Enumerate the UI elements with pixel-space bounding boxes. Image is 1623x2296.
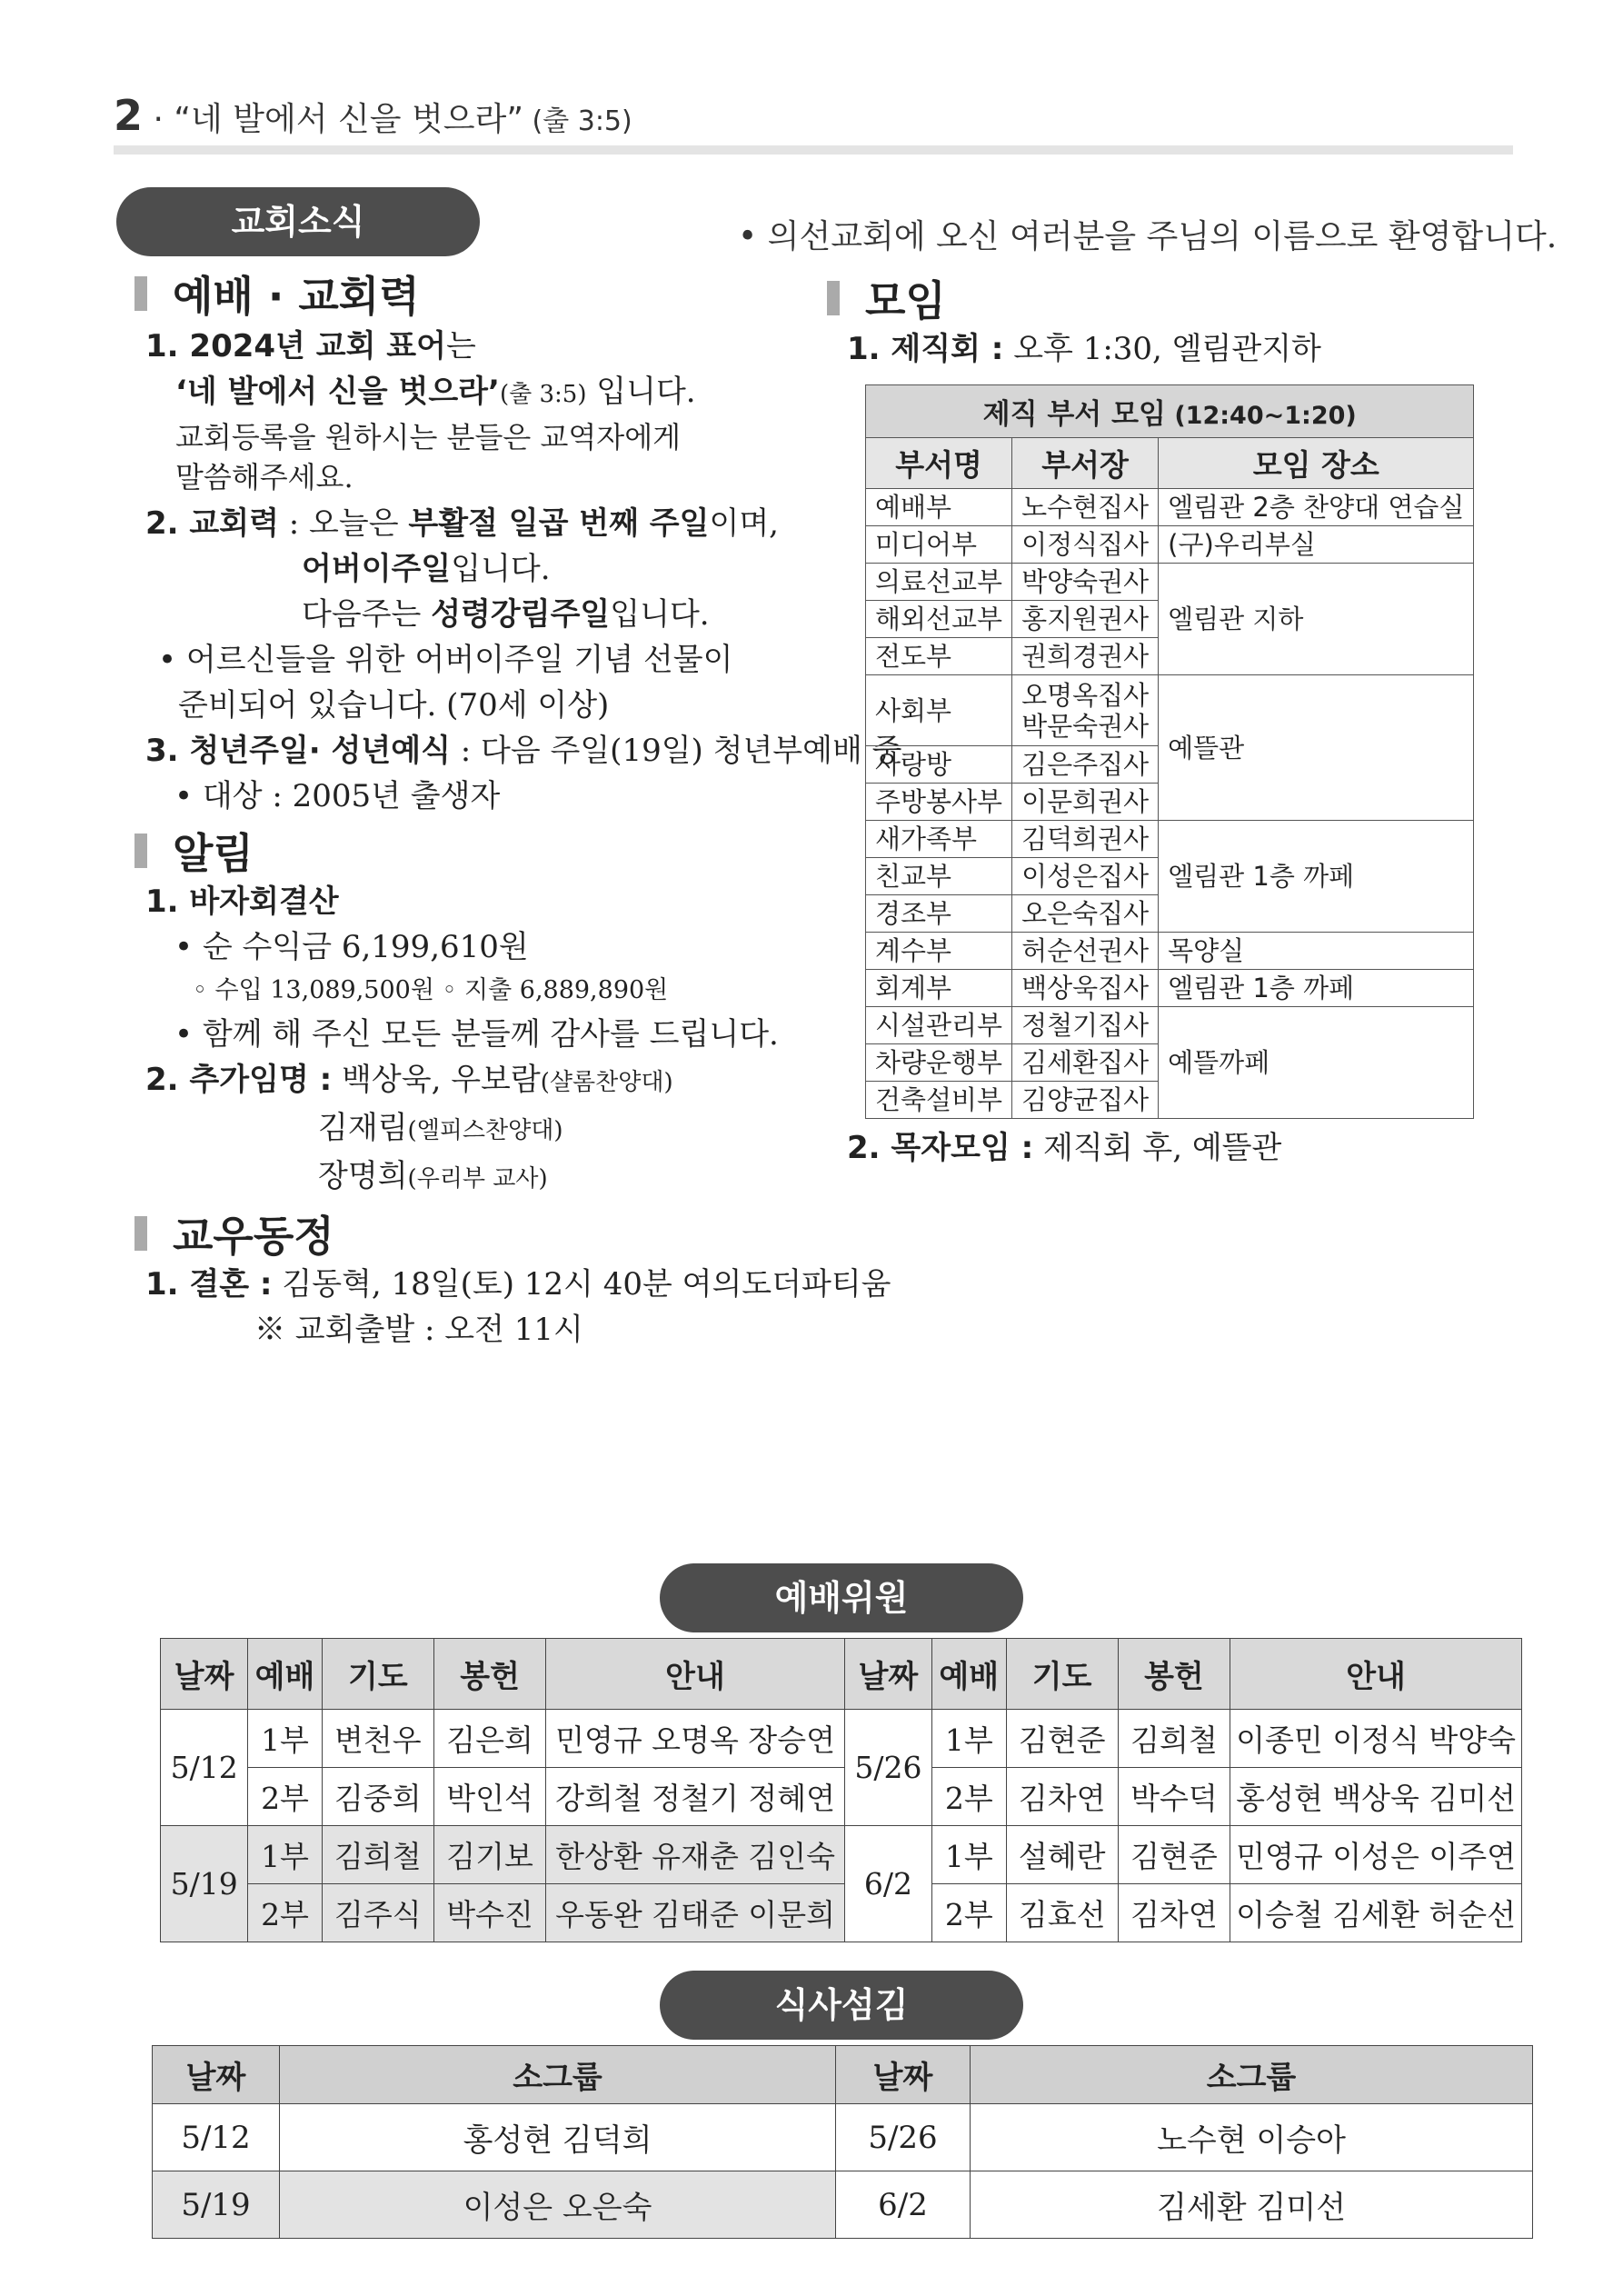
section-bar: [134, 834, 147, 868]
table-row: 사랑방 김은주집사: [866, 746, 1474, 784]
bazaar-detail: ◦ 수입 13,089,500원 ◦ 지출 6,889,890원: [193, 976, 669, 1004]
appointment-2: 김재림(엘피스찬양대): [318, 1110, 563, 1146]
table-row: 차량운행부 김세환집사: [866, 1044, 1474, 1082]
page-number: 2: [114, 91, 144, 140]
section-title: 모임: [865, 276, 946, 325]
table-row: 새가족부 김덕희권사 엘림관 1층 까페: [866, 821, 1474, 858]
table-row: 시설관리부 정철기집사 예뜰까페: [866, 1007, 1474, 1044]
section-bar: [134, 276, 147, 311]
col-header: 부서명: [866, 438, 1012, 489]
section-notice: [116, 823, 825, 879]
item-motto: ‘네 발에서 신을 벗으라’(출 3:5) 입니다.: [175, 374, 696, 410]
section-title: 예배 · 교회력: [173, 272, 420, 321]
table-row: 5/19 1부 김희철 김기보 한상환 유재춘 김인숙 6/2 1부 설혜란 김현준 민영규 이성은 이주연: [161, 1826, 1522, 1884]
col-header: 부서장: [1012, 438, 1159, 489]
dept-table-title: 제직 부서 모임 (12:40~1:20): [866, 385, 1474, 438]
section-members: [116, 1205, 825, 1262]
item-church-calendar: 2. 교회력 : 오늘은 부활절 일곱 번째 주일이며,: [145, 505, 779, 542]
table-row: 친교부 이성은집사: [866, 858, 1474, 895]
table-row: 건축설비부 김양균집사: [866, 1082, 1474, 1119]
table-row: 미디어부 이정식집사 (구)우리부실: [866, 526, 1474, 564]
calendar-line-3: 다음주는 성령강림주일입니다.: [302, 596, 710, 633]
department-meeting-table: [865, 384, 1474, 1119]
table-header-row: 날짜 예배 기도 봉헌 안내 날짜 예배 기도 봉헌 안내: [161, 1639, 1522, 1710]
table-row: 사회부 오명옥집사 박문숙권사 예뜰관: [866, 675, 1474, 746]
table-row: 의료선교부 박양숙권사 엘림관 지하: [866, 564, 1474, 601]
parents-gift-note: • 어르신들을 위한 어버이주일 기념 선물이 준비되어 있습니다. (70세 이상): [158, 642, 733, 724]
col-header: 모임 장소: [1159, 438, 1474, 489]
item-youth-sunday: 3. 청년주일· 성년예식 : 다음 주일(19일) 청년부예배 중: [145, 733, 902, 769]
table-row: 5/12 홍성현 김덕희 5/26 노수현 이승아: [153, 2104, 1533, 2171]
item-motto-label: 1. 2024년 교회 표어는: [145, 328, 476, 364]
item-shepherd-meeting: 2. 목자모임 : 제직회 후, 예뜰관: [847, 1130, 1282, 1166]
appointment-3: 장명희(우리부 교사): [318, 1158, 548, 1194]
table-row: 회계부 백상욱집사 엘림관 1층 까페: [866, 970, 1474, 1007]
worship-committee-table: [160, 1638, 1522, 1942]
bazaar-thanks: • 함께 해 주신 모든 분들께 감사를 드립니다.: [174, 1016, 779, 1053]
table-row: 경조부 오은숙집사: [866, 895, 1474, 933]
item-staff-meeting: 1. 제직회 : 오후 1:30, 엘림관지하: [847, 331, 1321, 367]
table-row: 2부 김주식 박수진 우동완 김태준 이문희 2부 김효선 김차연 이승철 김세환 허순선: [161, 1884, 1522, 1942]
bazaar-net: • 순 수익금 6,199,610원: [174, 929, 529, 965]
meal-service-table: [152, 2045, 1533, 2239]
section-title: 교우동정: [173, 1212, 334, 1261]
page-header: [114, 91, 632, 140]
header-reference: (출 3:5): [523, 105, 632, 137]
table-row: 전도부 권희경권사: [866, 638, 1474, 675]
table-row: 해외선교부 홍지원권사: [866, 601, 1474, 638]
header-separator: ·: [143, 101, 174, 138]
section-bar: [134, 1216, 147, 1251]
item-wedding: 1. 결혼 : 김동혁, 18일(토) 12시 40분 여의도더파티움: [145, 1266, 891, 1303]
section-worship-calendar: [116, 265, 825, 322]
table-row: 예배부 노수현집사 엘림관 2층 찬양대 연습실: [866, 489, 1474, 526]
left-column: [116, 265, 902, 1353]
table-row: 5/19 이성은 오은숙 6/2 김세환 김미선: [153, 2171, 1533, 2239]
section-meeting: [809, 270, 1527, 326]
table-header-row: 날짜 소그룹 날짜 소그룹: [153, 2046, 1533, 2104]
meal-service-pill: 식사섬김: [660, 1971, 1023, 2040]
table-row: 5/12 1부 변천우 김은희 민영규 오명옥 장승연 5/26 1부 김현준 김희철 이종민 이정식 박양숙: [161, 1710, 1522, 1768]
right-column: [809, 270, 1527, 372]
worship-committee-pill: 예배위원: [660, 1563, 1023, 1632]
table-row: 주방봉사부 이문희권사: [866, 784, 1474, 821]
item-appointment: 2. 추가임명 : 백상욱, 우보람(샬롬찬양대): [145, 1062, 673, 1098]
church-news-pill: 교회소식: [116, 187, 480, 256]
section-title: 알림: [173, 829, 254, 878]
item-bazaar: 1. 바자회결산: [145, 883, 339, 920]
youth-target: • 대상 : 2005년 출생자: [174, 778, 501, 814]
header-rule: [114, 145, 1513, 155]
table-row: 계수부 허순선권사 목양실: [866, 933, 1474, 970]
section-bar: [827, 281, 840, 315]
table-row: 2부 김중희 박인석 강희철 정철기 정혜연 2부 김차연 박수덕 홍성현 백상욱 김미선: [161, 1768, 1522, 1826]
calendar-line-2: 어버이주일입니다.: [302, 551, 551, 587]
wedding-departure: ※ 교회출발 : 오전 11시: [254, 1312, 583, 1348]
header-title: “네 발에서 신을 벗으라”: [174, 101, 523, 138]
welcome-message: • 의선교회에 오신 여러분을 주님의 이름으로 환영합니다.: [738, 218, 1558, 255]
registration-note: 교회등록을 원하시는 분들은 교역자에게 말씀해주세요.: [175, 420, 682, 494]
